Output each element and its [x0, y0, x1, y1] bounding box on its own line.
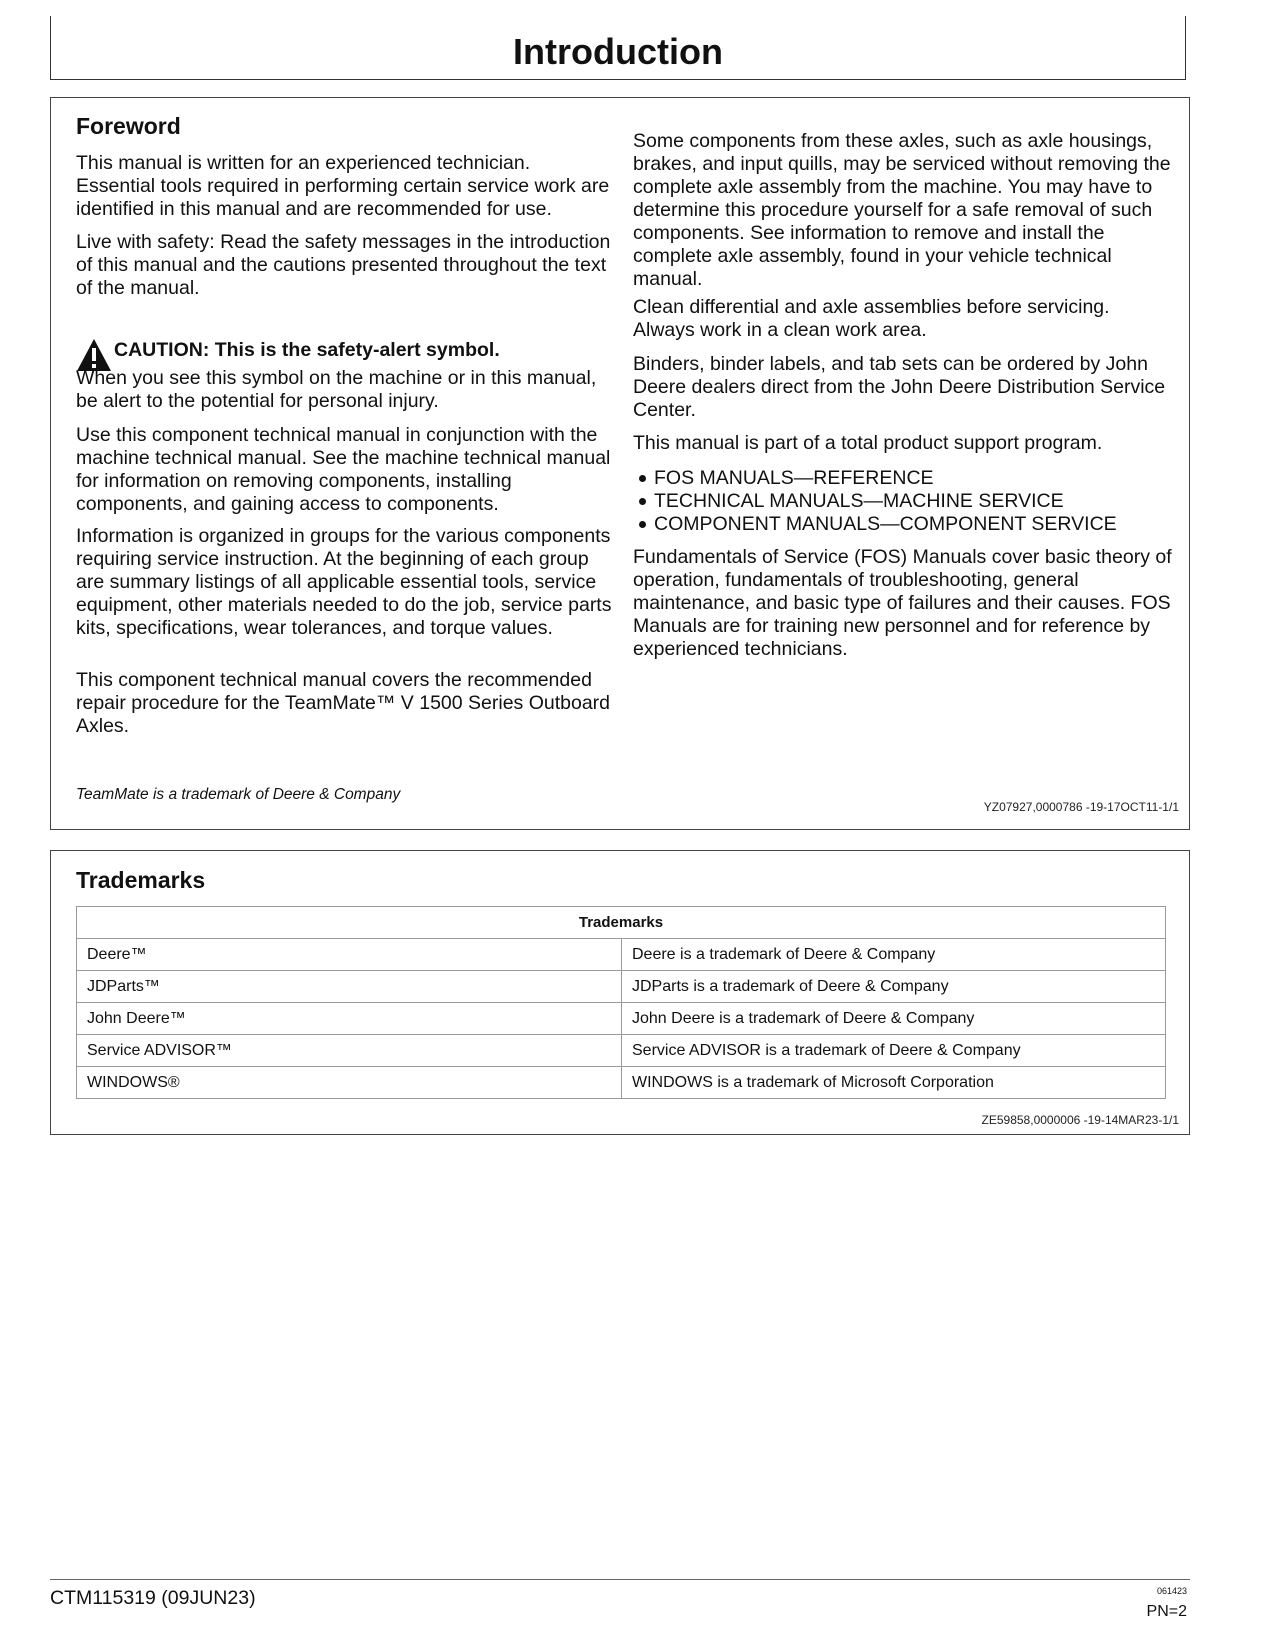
footer-small-code: 061423	[1156, 1586, 1187, 1596]
list-item: FOS MANUALS—REFERENCE	[633, 467, 1173, 490]
table-row	[77, 1067, 1166, 1099]
footer-divider	[50, 1579, 1190, 1580]
trademark-note: TeamMate is a trademark of Deere & Company	[76, 786, 401, 803]
footer-page-number: PN=2	[1146, 1603, 1187, 1620]
foreword-paragraph: Binders, binder labels, and tab sets can be ordered by John Deere dealers direct from the John Deere Distribution Service Center.	[633, 353, 1166, 421]
foreword-paragraph: Use this component technical manual in conjunction with the machine technical manual. See the machine technical manual for information on removing components, installing components, and gaining access to components.	[76, 424, 611, 515]
trademark-description-cell: Deere is a trademark of Deere & Company	[622, 939, 1166, 971]
trademark-cell: WINDOWS®	[77, 1067, 622, 1099]
foreword-section	[50, 97, 1190, 830]
foreword-heading: Foreword	[76, 113, 181, 139]
foreword-paragraph: Live with safety: Read the safety messages in the introduction of this manual and the cautions presented throughout the text of the manual.	[76, 231, 611, 299]
trademark-cell: Service ADVISOR™	[77, 1035, 622, 1067]
table-header-row	[77, 907, 1166, 939]
trademarks-table	[76, 906, 1166, 1099]
table-row	[77, 1035, 1166, 1067]
foreword-paragraph: This component technical manual covers the recommended repair procedure for the TeamMate™ V 1500 Series Outboard Axles.	[76, 669, 611, 737]
list-item: TECHNICAL MANUALS—MACHINE SERVICE	[633, 490, 1173, 513]
trademark-description-cell: John Deere is a trademark of Deere & Company	[622, 1003, 1166, 1035]
page-header	[50, 16, 1186, 80]
trademarks-heading: Trademarks	[76, 867, 206, 893]
trademark-cell: JDParts™	[77, 971, 622, 1003]
table-caption: Trademarks	[77, 907, 1166, 939]
foreword-paragraph: Information is organized in groups for the various components requiring service instruction. At the beginning of each group are summary listings of all applicable essential tools, service equipment, other materials needed to do the job, service parts kits, specifications, wear tolerances, and torque values.	[76, 525, 612, 639]
table-row	[77, 971, 1166, 1003]
foreword-paragraph: When you see this symbol on the machine or in this manual, be alert to the potential for personal injury.	[76, 367, 597, 412]
foreword-paragraph: This manual is part of a total product support program.	[633, 432, 1103, 454]
foreword-ref-code: YZ07927,0000786 -19-17OCT11-1/1	[983, 800, 1179, 814]
foreword-paragraph: Clean differential and axle assemblies before servicing. Always work in a clean work area.	[633, 296, 1110, 341]
page-title: Introduction	[513, 31, 723, 72]
table-row	[77, 1003, 1166, 1035]
trademark-description-cell: WINDOWS is a trademark of Microsoft Corporation	[622, 1067, 1166, 1099]
trademarks-section	[50, 850, 1190, 1135]
manual-types-list	[633, 467, 1173, 536]
caution-text: CAUTION: This is the safety-alert symbol.	[114, 339, 500, 361]
foreword-paragraph: Some components from these axles, such as axle housings, brakes, and input quills, may be serviced without removing the complete axle assembly from the machine. You may have to determine this procedure yourself for a safe removal of such components. See information to remove and install the complete axle assembly, found in your vehicle technical manual.	[633, 130, 1171, 290]
foreword-paragraph: Fundamentals of Service (FOS) Manuals cover basic theory of operation, fundamentals of troubleshooting, general maintenance, and basic type of failures and their causes. FOS Manuals are for training new personnel and for reference by experienced technicians.	[633, 546, 1172, 660]
trademark-description-cell: JDParts is a trademark of Deere & Company	[622, 971, 1166, 1003]
table-row	[77, 939, 1166, 971]
trademark-cell: Deere™	[77, 939, 622, 971]
trademark-description-cell: Service ADVISOR is a trademark of Deere & Company	[622, 1035, 1166, 1067]
list-item: COMPONENT MANUALS—COMPONENT SERVICE	[633, 513, 1173, 536]
foreword-paragraph: This manual is written for an experienced technician. Essential tools required in performing certain service work are identified in this manual and are recommended for use.	[76, 152, 610, 220]
trademark-cell: John Deere™	[77, 1003, 622, 1035]
footer-doc-id: CTM115319 (09JUN23)	[50, 1587, 256, 1609]
trademarks-ref-code: ZE59858,0000006 -19-14MAR23-1/1	[981, 1113, 1179, 1127]
